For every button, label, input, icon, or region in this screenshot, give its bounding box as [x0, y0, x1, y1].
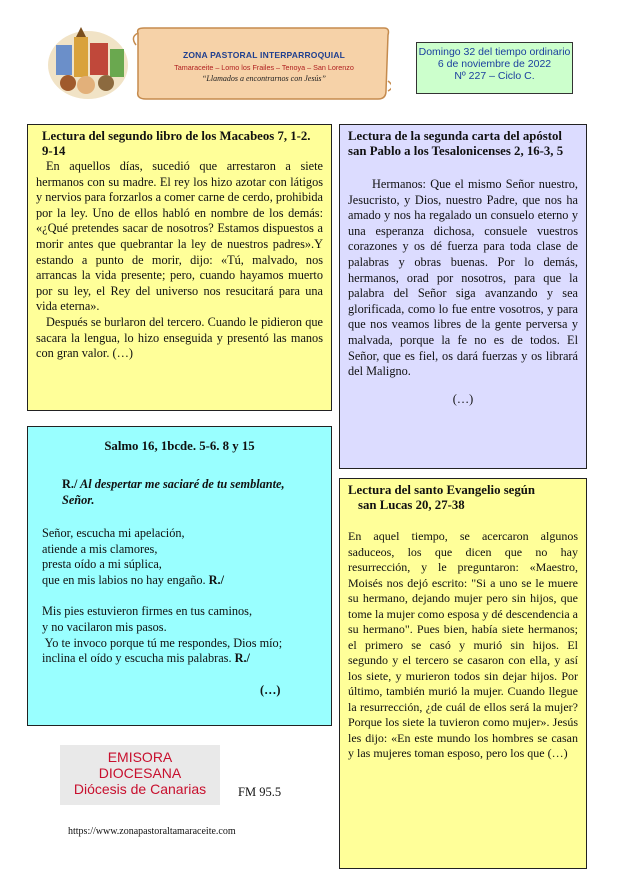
org-title: ZONA PASTORAL INTERPARROQUIAL — [182, 50, 346, 60]
second-reading-title: Lectura de la segunda carta del apóstol san Pablo a los Tesalonicenses 2, 16-3, 5 — [348, 129, 564, 158]
parish-illustration — [48, 27, 128, 99]
psalm-stanza-2 — [42, 604, 317, 666]
parishes-line: Tamaraceite – Lomo los Frailes – Tenoya – San Lorenzo — [174, 63, 354, 72]
gospel-title-line-2: san Lucas 20, 27-38 — [358, 498, 465, 512]
psalm-title: Salmo 16, 1bcde. 5-6. 8 y 15 — [104, 439, 255, 453]
emisora-logo — [60, 745, 220, 805]
emisora-line-1: EMISORA — [107, 749, 173, 765]
stanza-line: Mis pies estuvieron firmes en tus caminos, — [42, 604, 253, 619]
response-text: Al despertar me saciaré de tu semblante, Señor. — [62, 477, 285, 507]
emisora-line-3: Diócesis de Canarias — [73, 781, 207, 797]
stanza-line: y no vacilaron mis pasos. — [42, 619, 167, 634]
stanza-line: presta oído a mi súplica, — [42, 557, 162, 572]
stanza-line: atiende a mis clamores, — [42, 541, 158, 556]
psalm-response — [42, 476, 317, 508]
psalm-ellipsis: (…) — [260, 682, 281, 697]
stanza-line: inclina el oído y escucha mis palabras. — [42, 651, 232, 666]
motto: “Llamados a encontrarnos con Jesús” — [201, 74, 326, 83]
stanza-response-mark: R./ — [208, 572, 225, 587]
second-reading-ellipsis: (…) — [452, 391, 474, 406]
psalm-box — [27, 426, 332, 726]
liturgical-sunday: Domingo 32 del tiempo ordinario — [418, 46, 571, 58]
gospel-box — [339, 478, 587, 869]
psalm-stanza-1 — [42, 526, 317, 588]
banner-text — [148, 50, 380, 83]
stanza-line: que en mis labios no hay engaño. — [42, 572, 206, 587]
second-reading-body: Hermanos: Que el mismo Señor nuestro, Jesucristo, y Dios, nuestro Padre, que nos ha amado y nos ha regalado un consuelo eterno y una esperanza dichosa, consuele vuestros corazones y os dé fuerza para toda clase de palabras y obras buenas. Por lo demás, hermanos, orad por nosotros, para que la palabra del Señor siga avanzando y sea glorificada, como lo fue entre vosotros, y para que nos veamos libres de la gente perversa y malvada, porque la fe no es de todos. El Señor, que es fiel, os dará fuerzas y os librará del Maligno. — [348, 177, 578, 379]
second-reading-box — [339, 124, 587, 469]
first-reading-box — [27, 124, 332, 411]
stanza-response-mark: R./ — [234, 651, 250, 666]
first-reading-paragraph-2: Después se burlaron del tercero. Cuando le pidieron que sacara la lengua, lo hizo enseguida y presentó las manos con gran valor. (…) — [36, 314, 323, 361]
date: 6 de noviembre de 2022 — [437, 58, 552, 70]
stanza-line: Señor, escucha mi apelación, — [42, 526, 185, 540]
response-mark: R./ — [62, 477, 78, 491]
gospel-body: En aquel tiempo, se acercaron algunos saduceos, los que dicen que no hay resurrección, y le preguntaron: «Maestro, Moisés nos dejó escrito: "Si a uno se le muere su hermano, dejando mujer pero sin hijos, que tome la mujer como esposa y dé descendencia a su hermano". Pues bien, había siete hermanos; el primero se casó y murió sin hijos. El segundo y el tercero se casaron con ella, y así los siete, y murieron todos sin dejar hijos. Por último, también murió la mujer. Cuando llegue la resurrección, ¿de cuál de ellos será la mujer? Porque los siete la tuvieron como mujer». Jesús les dijo: «En este mundo los hombres se casan y las mujeres toman esposo, pero los que (…) — [348, 529, 578, 760]
emisora-line-2: DIOCESANA — [98, 765, 182, 781]
first-reading-paragraph-1: En aquellos días, sucedió que arrestaron a siete hermanos con su madre. El rey los hizo azotar con látigos y nervios para forzarlos a comer carne de cerdo, prohibida por la ley. Uno de ellos habló en nombre de los demás: «¿Qué pretendes sacar de nosotros? Estamos dispuestos a morir antes que quebrantar la ley de nuestros padres».Y estando a punto de morir, dijo: «Tú, malvado, nos arrancas la vida presente; pero, cuando hayamos muerto por su ley, el Rey del universo nos resucitará para una vida eterna». — [36, 159, 323, 314]
gospel-title — [348, 483, 578, 513]
gospel-title-line-1: Lectura del santo Evangelio según — [348, 483, 535, 497]
website-link[interactable]: https://www.zonapastoraltamaraceite.com — [68, 826, 236, 837]
fm-frequency: FM 95.5 — [238, 785, 282, 799]
date-box — [416, 42, 573, 94]
issue-number: Nº 227 – Ciclo C. — [454, 70, 535, 82]
first-reading-title: Lectura del segundo libro de los Macabeos 7, 1-2. 9-14 — [42, 129, 311, 158]
stanza-line: Yo te invoco porque tú me respondes, Dios mío; — [42, 635, 283, 650]
